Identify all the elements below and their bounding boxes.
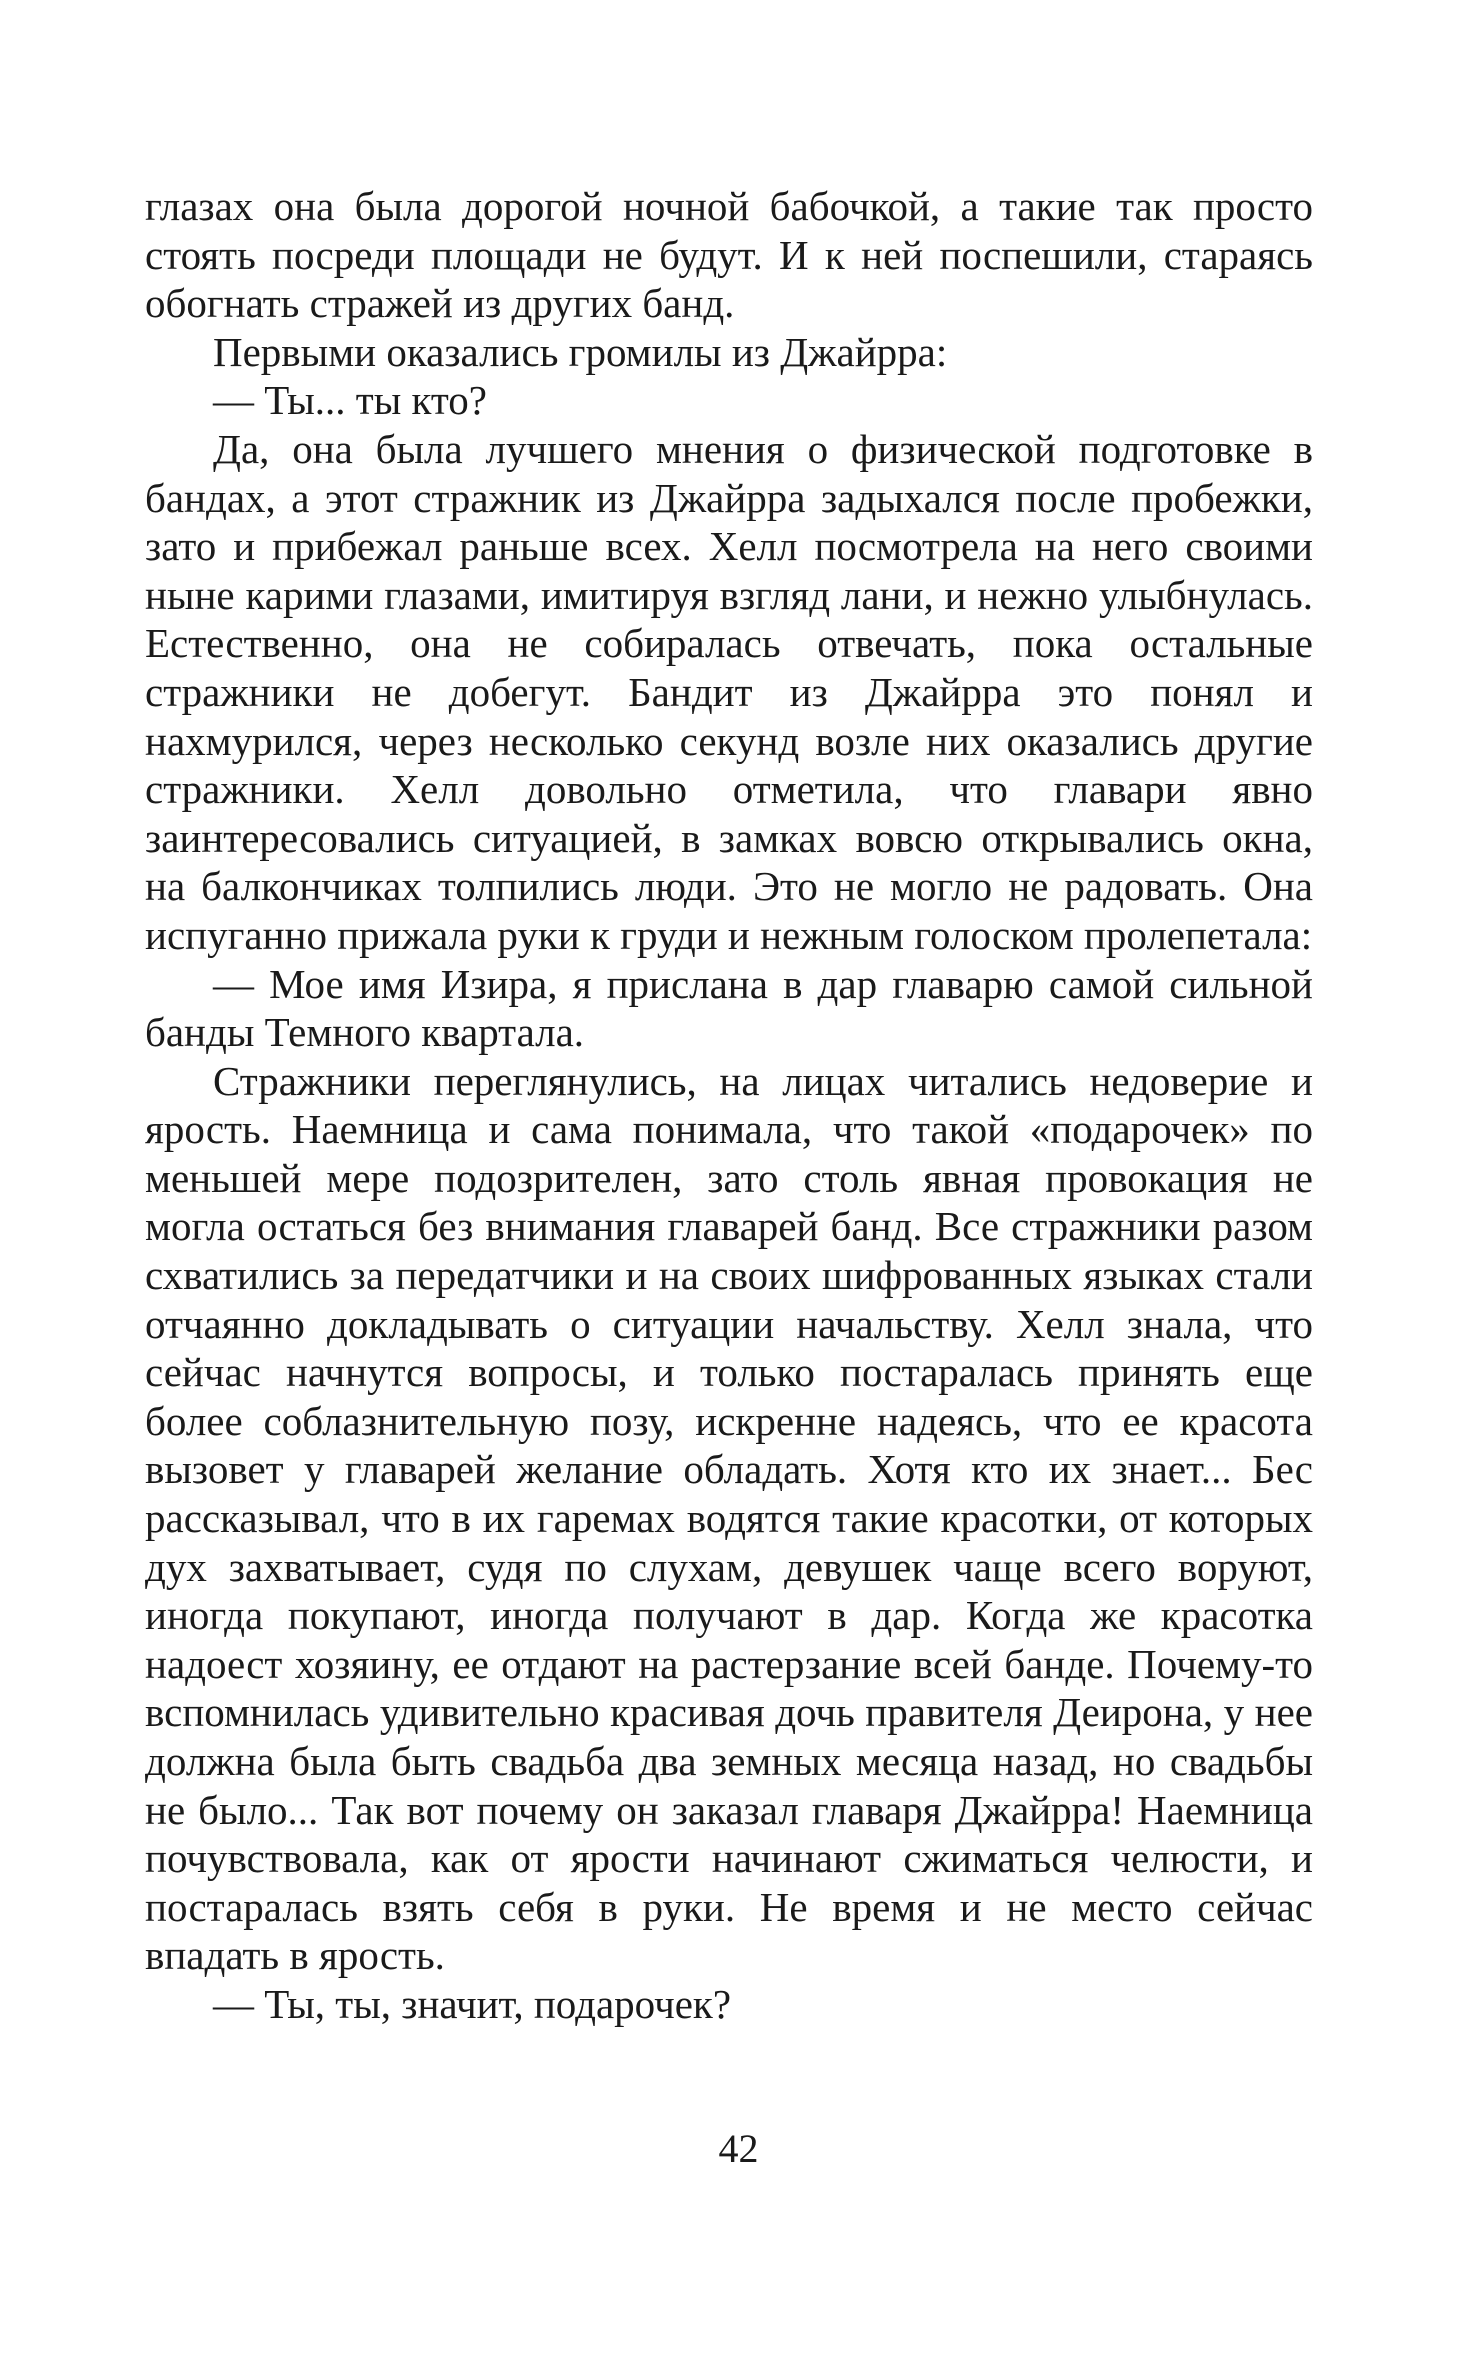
paragraph: Да, она была лучшего мнения о физической подготовке в бандах, а этот стражник из Джайрра задыхался после пробежки, зато и прибежал раньше всех. Хелл посмотрела на него своими ныне карими глазами, имитируя взгляд лани, и нежно улыбнулась. Естественно, она не собиралась отвечать, пока остальные стражники не добегут. Бандит из Джайрра это понял и нахмурился, через несколько секунд возле них оказались другие стражники. Хелл довольно отметила, что главари явно заинтересовались ситуацией, в замках вовсю открывались окна, на балкончиках толпились люди. Это не могло не радовать. Она испуганно прижала руки к груди и нежным голоском пролепетала: — [145, 425, 1313, 958]
dialogue-line: — Ты, ты, значит, подарочек? — [213, 1980, 732, 2027]
page-number: 42 — [718, 2126, 759, 2171]
paragraph: глазах она была дорогой ночной бабочкой, а такие так просто стоять посреди площади не будут. И к ней поспешили, стараясь обогнать стражей из других банд. — [145, 183, 1313, 327]
paragraph: Стражники переглянулись, на лицах читались недоверие и ярость. Наемница и сама понимала, что такой «подарочек» по меньшей мере подозрителен, зато столь явная провокация не могла остаться без внимания главарей банд. Все стражники разом схватились за передатчики и на своих шифрованных языках стали отчаянно докладывать о ситуации начальству. Хелл знала, что сейчас начнутся вопросы, и только постаралась принять еще более соблазнительную позу, искренне надеясь, что ее красота вызовет у главарей желание обладать. Хотя кто их знает... Бес рассказывал, что в их гаремах водятся такие красотки, от которых дух захватывает, судя по слухам, девушек чаще всего воруют, иногда покупают, иногда получают в дар. Когда же красотка надоест хозяину, ее отдают на растерзание всей банде. Почему-то вспомнилась удивительно красивая дочь правителя Деирона, у нее должна была быть свадьба два земных месяца назад, но свадьбы не было... Так вот почему он заказал главаря Джайрра! Наемница почувствовала, как от ярости начинают сжиматься челюсти, и постаралась взять себя в руки. Не время и не место сейчас впадать в ярость. — [145, 1057, 1313, 1979]
book-page-text — [145, 182, 1313, 2029]
dialogue-line: — Мое имя Изира, я прислана в дар главарю самой сильной банды Темного квартала. — [145, 960, 1313, 1056]
dialogue-line: — Ты... ты кто? — [213, 377, 487, 424]
paragraph: Первыми оказались громилы из Джайрра: — [213, 328, 948, 375]
